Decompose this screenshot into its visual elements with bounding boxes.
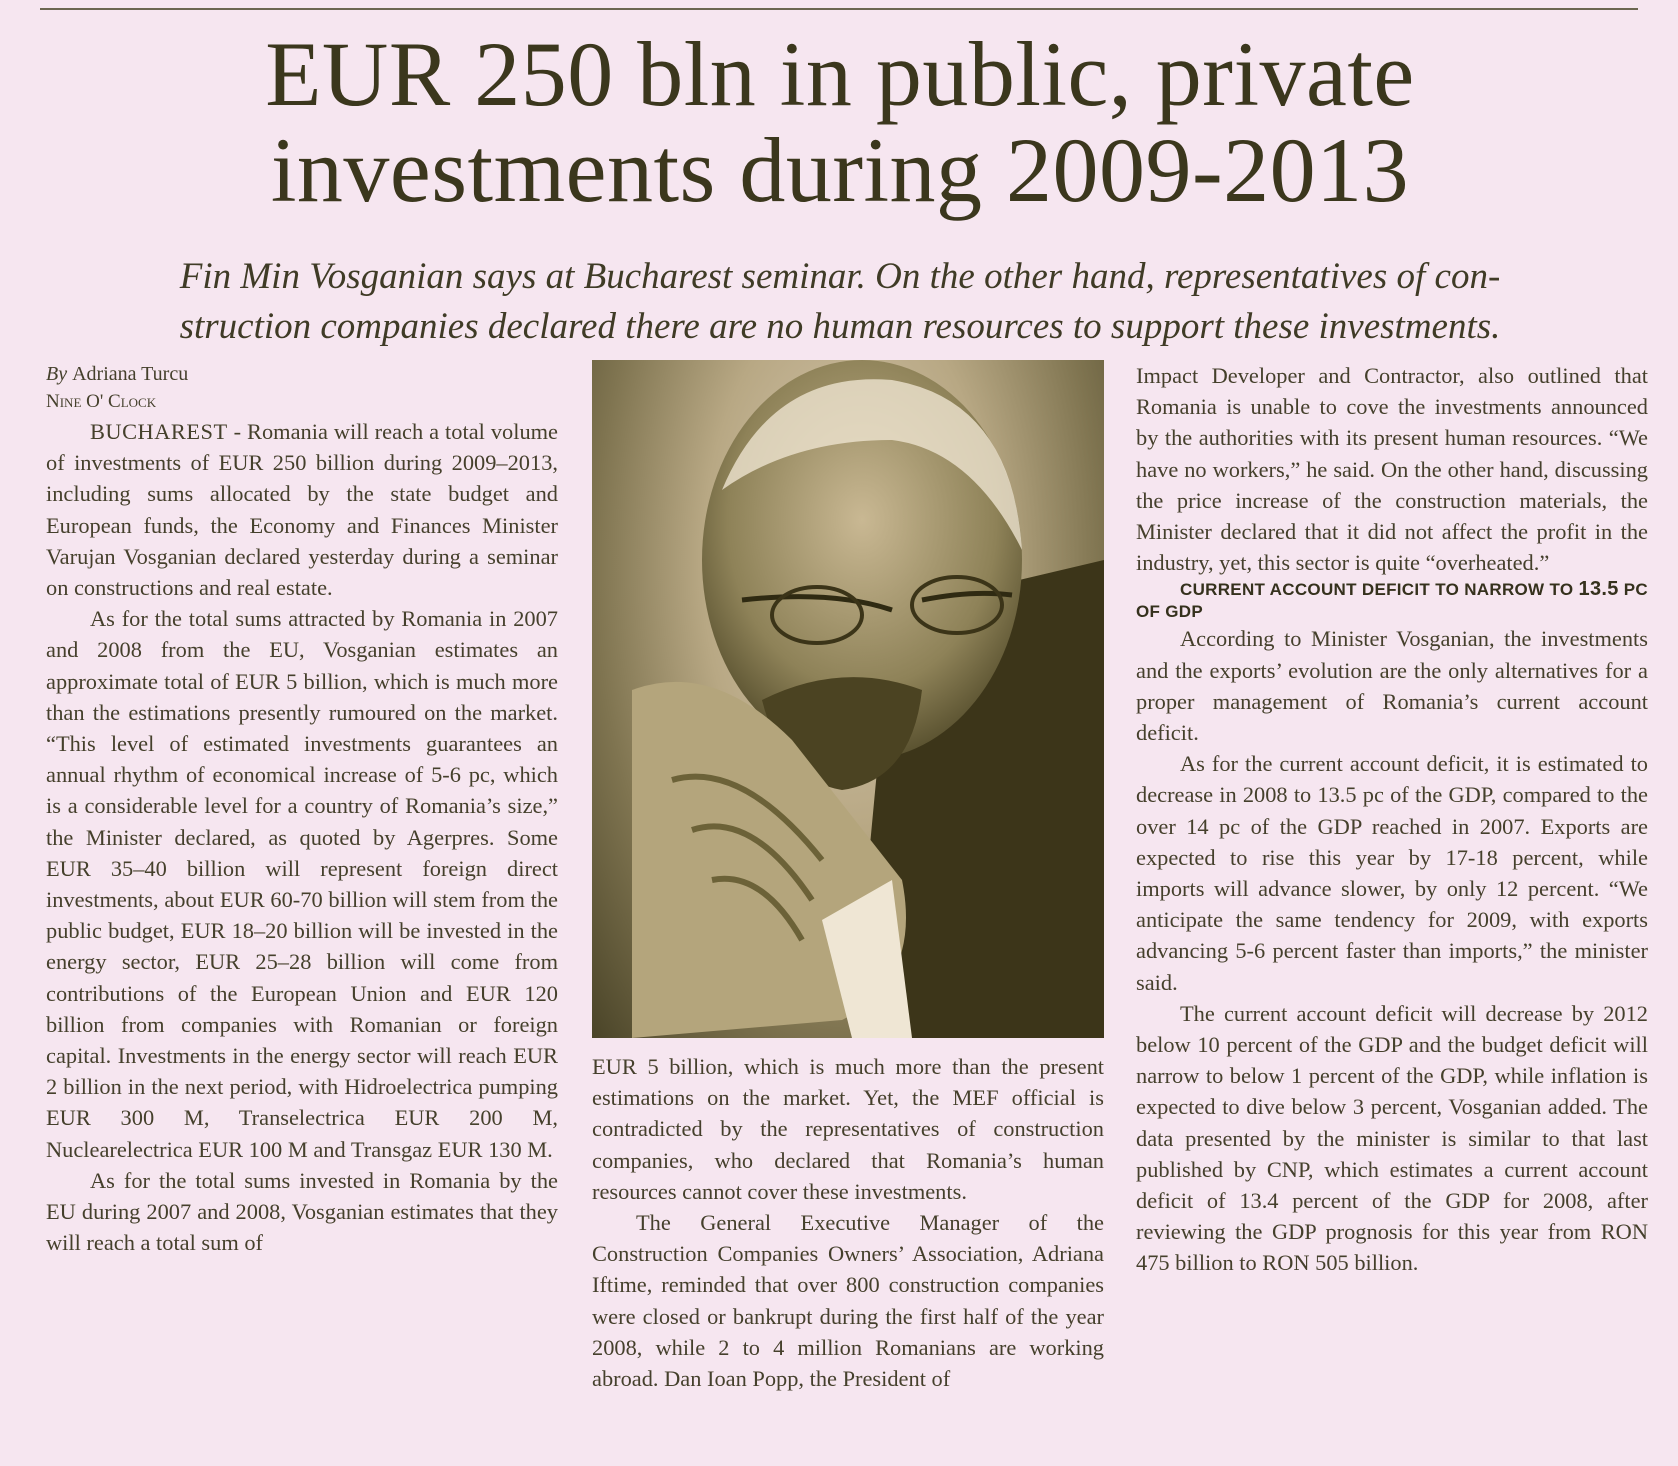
dek-line-1: Fin Min Vosganian says at Bucharest seminar. On the other hand, representatives of con- <box>179 256 1501 297</box>
paragraph <box>46 416 558 603</box>
section-subhead <box>1136 578 1648 623</box>
paragraph: As for the current account deficit, it is estimated to decrease in 2008 to 13.5 pc of the GDP, compared to the over 14 pc of the GDP reached in 2007. Exports are expected to rise this year by 17-18 percent, while imports will advance slower, by only 12 percent. “We anticipate the same tendency for 2009, with exports advancing 5-6 percent faster than imports,” the minister said. <box>1136 751 1648 995</box>
paragraph: The current account deficit will decrease by 2012 below 10 percent of the GDP and the budget deficit will narrow to below 1 percent of the GDP, while inflation is expected to dive below 3 percent, Vosganian added. The data presented by the minister is similar to that last published by CNP, which estimates a current account deficit of 13.4 percent of the GDP for 2008, after reviewing the GDP prognosis for this year from RON 475 billion to RON 505 billion. <box>1136 1000 1648 1276</box>
paragraph: The General Executive Manager of the Construction Companies Owners’ Association, Adriana Iftime, reminded that over 800 construction companies were closed or bankrupt during the first half of the year 2008, while 2 to 4 million Romanians are working abroad. Dan Ioan Popp, the President of <box>592 1210 1104 1392</box>
column-3 <box>1136 360 1648 1279</box>
subhead-number: 13.5 <box>1578 578 1619 601</box>
paragraph: Impact Developer and Contractor, also outlined that Romania is unable to cove the investments announced by the authorities with its present human resources. “We have no workers,” he said. On the other hand, discussing the price increase of the construction materials, the Minister declared that it did not affect the profit in the industry, yet, this sector is quite “overheated.” <box>1136 363 1648 576</box>
headline-line-1: EUR 250 bln in public, private <box>265 23 1415 125</box>
column-1 <box>46 360 558 1258</box>
subhead-text: CURRENT ACCOUNT DEFICIT TO NARROW TO <box>1180 580 1579 600</box>
minister-photo <box>592 360 1104 1038</box>
agency-name: Nine O' Clock <box>46 391 157 412</box>
paragraph: EUR 5 billion, which is much more than the present estimations on the market. Yet, the MEF official is contradicted by the representatives of construction companies, who declared that Romania’s human resources cannot cover these investments. <box>592 1054 1104 1204</box>
column-2 <box>592 1051 1104 1394</box>
subhead-text-end: PC OF GDP <box>1136 580 1648 622</box>
dek-line-2: struction companies declared there are no human resources to support these investments. <box>179 306 1501 347</box>
subtitle-dek <box>40 252 1640 352</box>
portrait-illustration <box>592 360 1104 1038</box>
paragraph: According to Minister Vosganian, the investments and the exports’ evolution are the only alternatives for a proper management of Romania’s current account deficit. <box>1136 626 1648 746</box>
paragraph: As for the total sums invested in Romania by the EU during 2007 and 2008, Vosganian estimates that they will reach a total sum of <box>46 1167 558 1256</box>
byline-author: Adriana Turcu <box>72 363 189 385</box>
headline <box>40 23 1640 221</box>
headline-line-2: investments during 2009-2013 <box>270 119 1410 221</box>
top-rule <box>40 8 1638 10</box>
dateline: BUCHAREST <box>90 419 228 444</box>
paragraph-text: - Romania will reach a total volume of investments of EUR 250 billion during 2009–2013, including sums allocated by the state budget and European funds, the Economy and Finances Minister Varujan Vosganian declared yesterday during a seminar on constructions and real estate. <box>46 419 558 601</box>
byline-prefix: By <box>46 363 68 385</box>
paragraph: As for the total sums attracted by Romania in 2007 and 2008 from the EU, Vosganian estimates an approximate total of EUR 5 billion, which is much more than the estimations presently rumoured on the market. “This level of estimated investments guarantees an annual rhythm of economical increase of 5-6 pc, which is a considerable level for a country of Romania’s size,” the Minister declared, as quoted by Agerpres. Some EUR 35–40 billion will represent foreign direct investments, about EUR 60-70 billion will stem from the public budget, EUR 18–20 billion will be invested in the energy sector, EUR 25–28 billion will come from contributions of the European Union and EUR 120 billion from companies with Romanian or foreign capital. Investments in the energy sector will reach EUR 2 billion in the next period, with Hidroelectrica pumping EUR 300 M, Transelectrica EUR 200 M, Nuclearelectrica EUR 100 M and Transgaz EUR 130 M. <box>46 606 558 1162</box>
byline <box>46 360 558 388</box>
